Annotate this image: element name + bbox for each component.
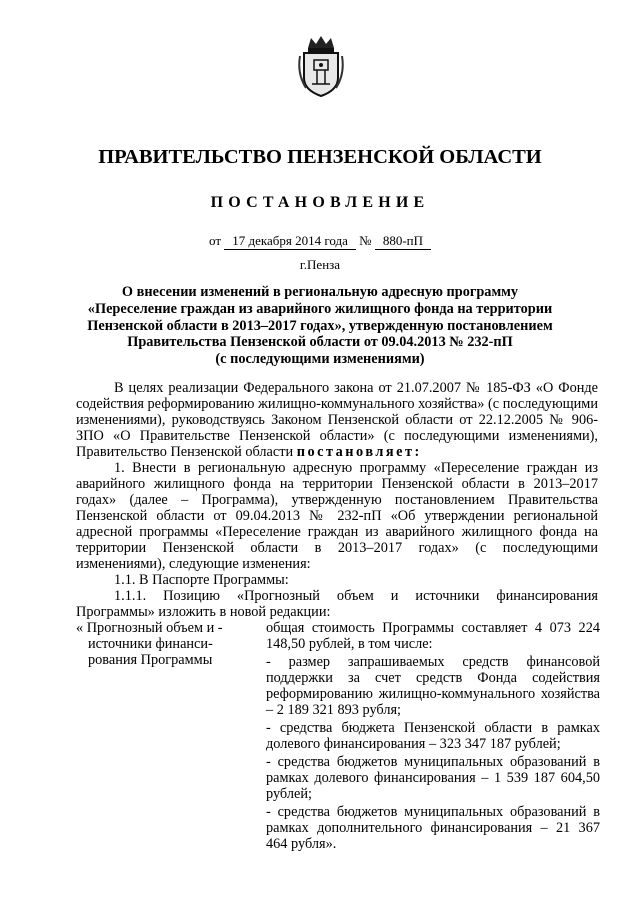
left-cell-line: рования Программы: [88, 652, 213, 668]
subject-line: (с последующими изменениями): [215, 351, 425, 368]
paragraph-item-1-1: 1.1. В Паспорте Программы:: [114, 572, 289, 588]
decree-subject: [80, 284, 560, 368]
financing-item: - средства бюджета Пензенской области в рамках долевого финансирования – 323 347 187 рублей;: [266, 720, 600, 752]
paragraph-item-1: 1. Внести в региональную адресную программу «Переселение граждан из аварийного жилищного фонда на территории Пензенской области в 2013–2017 годах» (далее – Программа), утвержденную постановлением Правительства Пензенской области от 09.04.2013 № 232-пП «Об утверждении региональной адресной программы «Переселение граждан из аварийного жилищного фонда на территории Пензенской области в 2013–2017 годах» (с последующими изменениями), следующие изменения:: [76, 460, 598, 572]
subject-line: «Переселение граждан из аварийного жилищного фонда на территории: [87, 300, 553, 317]
paragraph-preamble: [76, 380, 598, 460]
date-prefix: от: [209, 233, 222, 248]
city: г.Пенза: [299, 257, 341, 272]
paragraph-item-1-1-1: 1.1.1. Позицию «Прогнозный объем и источники финансирования Программы» изложить в новой редакции:: [76, 588, 598, 620]
table-left-column: [76, 620, 256, 668]
subject-line: Правительства Пензенской области от 09.04.2013 № 232-пП: [127, 334, 513, 351]
decree-number: 880-пП: [375, 233, 431, 250]
decree-heading: ПОСТАНОВЛЕНИЕ: [210, 194, 430, 211]
coat-of-arms-icon: [296, 34, 346, 98]
preamble-text: В целях реализации Федерального закона от 21.07.2007 № 185-ФЗ «О Фонде содействия реформированию жилищно-коммунального хозяйства» (с последующими изменениями), руководствуясь Законом Пензенской области от 22.12.2005 № 906-ЗПО «О Правительстве Пензенской области» (с последующими изменениями), Правительство Пензенской области: [76, 380, 598, 460]
number-sign: №: [359, 233, 372, 248]
decree-body: [76, 380, 598, 620]
government-title: ПРАВИТЕЛЬСТВО ПЕНЗЕНСКОЙ ОБЛАСТИ: [98, 146, 542, 168]
left-cell-line: « Прогнозный объем и -: [76, 620, 223, 636]
financing-item: общая стоимость Программы составляет 4 073 224 148,50 рублей, в том числе:: [266, 620, 600, 652]
resolves-word: постановляет:: [296, 444, 422, 460]
decree-date-line: [0, 233, 640, 250]
subject-line: О внесении изменений в региональную адресную программу: [121, 284, 519, 300]
financing-item: - средства бюджетов муниципальных образований в рамках долевого финансирования – 1 539 187 604,50 рублей;: [266, 754, 600, 802]
decree-date: 17 декабря 2014 года: [224, 233, 356, 250]
financing-item: - размер запрашиваемых средств финансовой поддержки за счет средств Фонда содействия реформированию жилищно-коммунального хозяйства – 2 189 321 893 рубля;: [266, 654, 600, 718]
subject-line: Пензенской области в 2013–2017 годах», утвержденную постановлением: [87, 317, 553, 334]
table-right-column: [266, 620, 600, 854]
financing-item: - средства бюджетов муниципальных образований в рамках дополнительного финансирования – 21 367 464 рубля».: [266, 804, 600, 852]
left-cell-line: источники финанси-: [88, 636, 213, 652]
